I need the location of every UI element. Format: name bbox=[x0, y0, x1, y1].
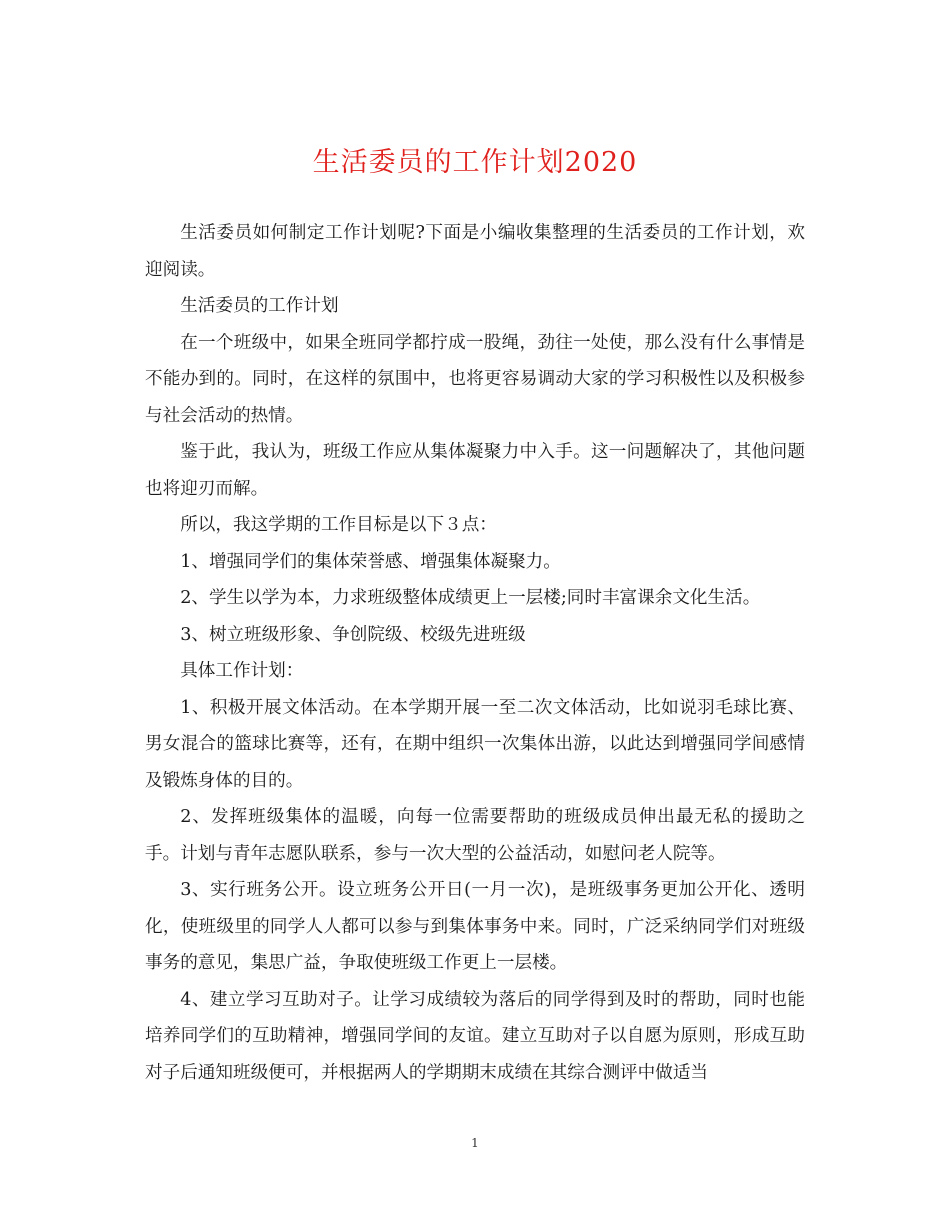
goal-item: 2、学生以学为本，力求班级整体成绩更上一层楼;同时丰富课余文化生活。 bbox=[180, 588, 761, 608]
paragraph: 鉴于此，我认为，班级工作应从集体凝聚力中入手。这一问题解决了，其他问题也将迎刃而解。 bbox=[145, 442, 805, 499]
paragraph: 所以，我这学期的工作目标是以下３点： bbox=[180, 515, 497, 535]
plan-item: 4、建立学习互助对子。让学习成绩较为落后的同学得到及时的帮助，同时也能培养同学们的互助精神，增强同学间的友谊。建立互助对子以自愿为原则，形成互助对子后通知班级便可，并根据两人的学期期末成绩在其综合测评中做适当 bbox=[145, 989, 805, 1083]
document-title: 生活委员的工作计划2020 bbox=[312, 147, 638, 178]
plan-item: 3、实行班务公开。设立班务公开日(一月一次)，是班级事务更加公开化、透明化，使班级里的同学人人都可以参与到集体事务中来。同时，广泛采纳同学们对班级事务的意见，集思广益，争取使班级工作更上一层楼。 bbox=[145, 880, 805, 973]
document-body bbox=[145, 215, 805, 1091]
goal-item: 3、树立班级形象、争创院级、校级先进班级 bbox=[180, 624, 526, 645]
page-number: 1 bbox=[471, 1136, 479, 1150]
paragraph: 在一个班级中，如果全班同学都拧成一股绳，劲往一处使，那么没有什么事情是不能办到的。同时，在这样的氛围中，也将更容易调动大家的学习积极性以及积极参与社会活动的热情。 bbox=[145, 332, 805, 426]
plan-item: 1、积极开展文体活动。在本学期开展一至二次文体活动，比如说羽毛球比赛、男女混合的篮球比赛等，还有，在期中组织一次集体出游，以此达到增强同学间感情及锻炼身体的目的。 bbox=[145, 697, 805, 791]
section-heading: 具体工作计划： bbox=[180, 661, 304, 681]
goal-item: 1、增强同学们的集体荣誉感、增强集体凝聚力。 bbox=[180, 551, 561, 572]
paragraph-intro: 生活委员如何制定工作计划呢?下面是小编收集整理的生活委员的工作计划，欢迎阅读。 bbox=[145, 223, 805, 280]
plan-item: 2、发挥班级集体的温暖，向每一位需要帮助的班级成员伸出最无私的援助之手。计划与青年志愿队联系，参与一次大型的公益活动，如慰问老人院等。 bbox=[145, 807, 805, 864]
section-heading: 生活委员的工作计划 bbox=[180, 296, 339, 316]
